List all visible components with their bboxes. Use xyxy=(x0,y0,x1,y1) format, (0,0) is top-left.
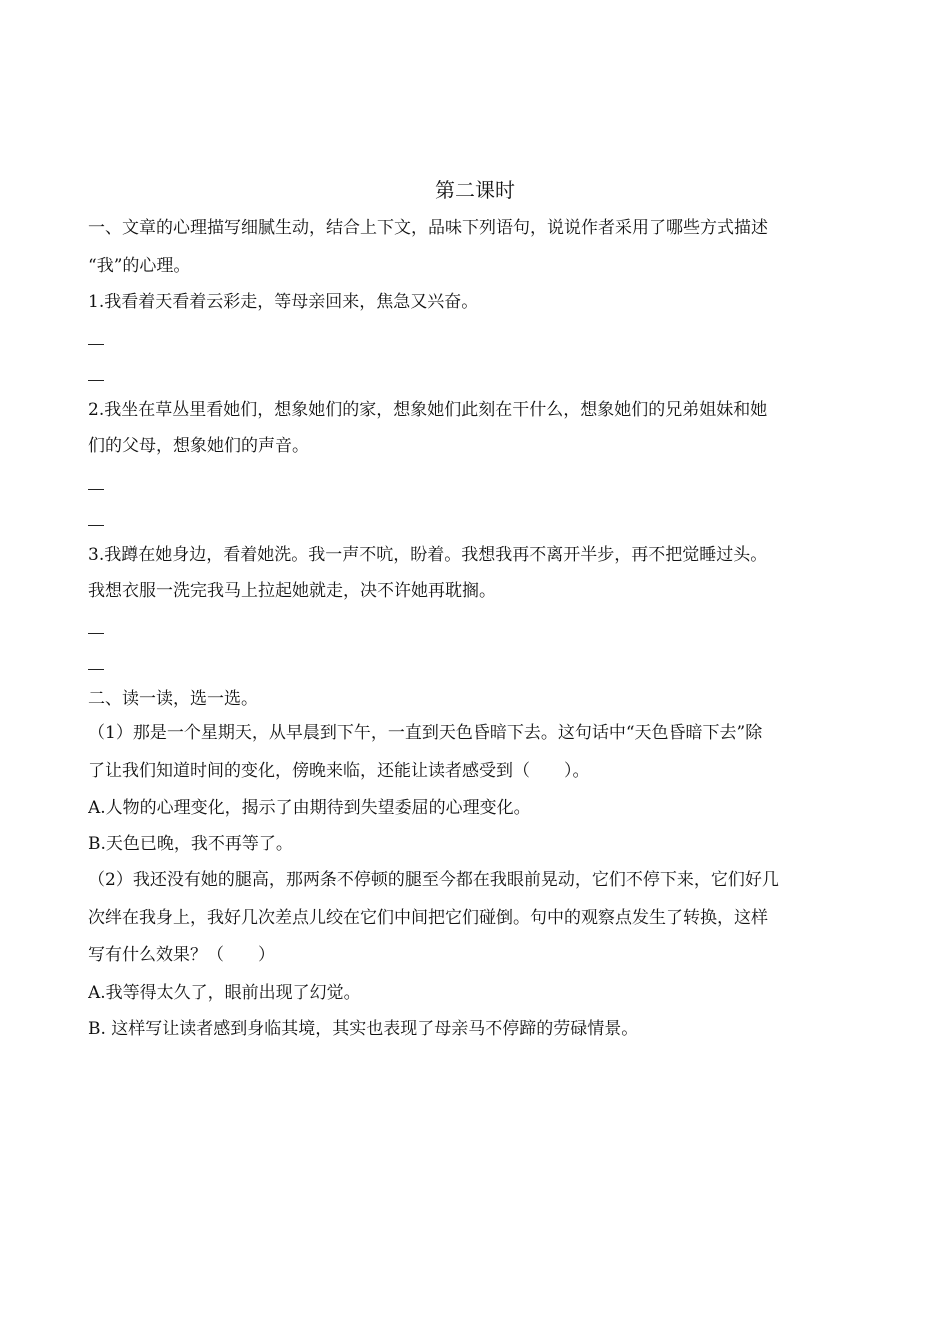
answer-blank[interactable] xyxy=(88,525,104,526)
answer-blank[interactable] xyxy=(88,489,104,490)
question-2-line2: 们的父母，想象她们的声音。 xyxy=(88,436,309,456)
choice-question-1-option-b[interactable]: B.天色已晚，我不再等了。 xyxy=(88,834,293,854)
answer-blank[interactable] xyxy=(88,344,104,345)
choice-question-2-option-a[interactable]: A.我等得太久了，眼前出现了幻觉。 xyxy=(88,983,361,1003)
question-1: 1.我看着天看着云彩走，等母亲回来，焦急又兴奋。 xyxy=(88,292,479,312)
choice-question-2-line2: 次绊在我身上，我好几次差点儿绞在它们中间把它们碰倒。句中的观察点发生了转换，这样 xyxy=(88,908,768,928)
section1-intro-line1: 一、文章的心理描写细腻生动，结合上下文，品味下列语句，说说作者采用了哪些方式描述 xyxy=(88,218,768,238)
choice-question-2-option-b[interactable]: B. 这样写让读者感到身临其境，其实也表现了母亲马不停蹄的劳碌情景。 xyxy=(88,1019,639,1039)
answer-blank[interactable] xyxy=(88,669,104,670)
choice-question-2-line1: （2）我还没有她的腿高，那两条不停顿的腿至今都在我眼前晃动，它们不停下来，它们好几 xyxy=(88,870,779,890)
page-title: 第二课时 xyxy=(435,178,515,202)
answer-blank[interactable] xyxy=(88,380,104,381)
answer-blank[interactable] xyxy=(88,633,104,634)
question-2-line1: 2.我坐在草丛里看她们，想象她们的家，想象她们此刻在干什么，想象她们的兄弟姐妹和她 xyxy=(88,400,768,420)
question-3-line1: 3.我蹲在她身边，看着她洗。我一声不吭，盼着。我想我再不离开半步，再不把觉睡过头。 xyxy=(88,545,768,565)
choice-question-1-option-a[interactable]: A.人物的心理变化，揭示了由期待到失望委屈的心理变化。 xyxy=(88,798,531,818)
section2-heading: 二、读一读，选一选。 xyxy=(88,689,258,709)
section1-intro-line2: “我”的心理。 xyxy=(88,256,191,276)
choice-question-2-line3: 写有什么效果？（ ） xyxy=(88,945,275,965)
choice-question-1-line2: 了让我们知道时间的变化，傍晚来临，还能让读者感受到（ ）。 xyxy=(88,761,590,781)
choice-question-1-line1: （1）那是一个星期天，从早晨到下午，一直到天色昏暗下去。这句话中“天色昏暗下去”除 xyxy=(88,723,763,743)
question-3-line2: 我想衣服一洗完我马上拉起她就走，决不许她再耽搁。 xyxy=(88,581,496,601)
